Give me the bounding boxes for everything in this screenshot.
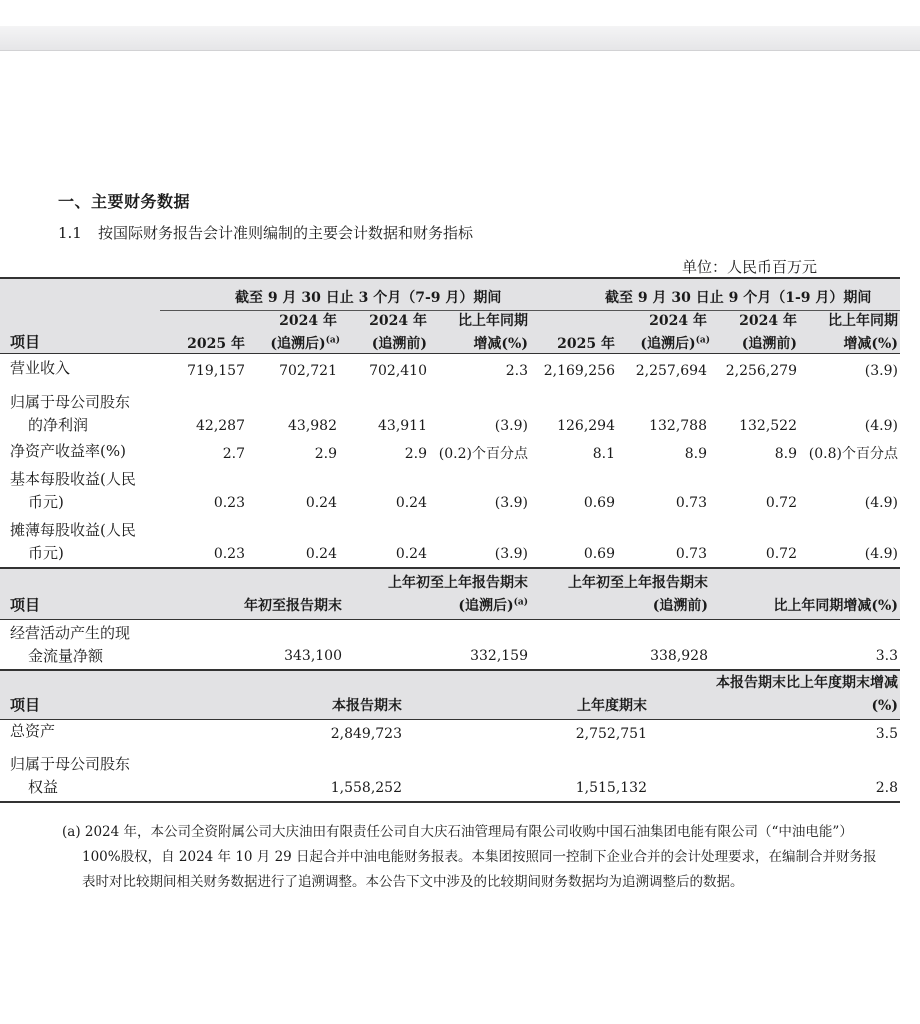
table2-item-header: 项目 (10, 596, 41, 614)
table-cell: 1,515,132 (575, 780, 647, 796)
table-cell: 2,256,279 (725, 363, 797, 379)
table-cell: 8.1 (592, 446, 615, 462)
table1-header-rule (0, 353, 900, 354)
table-row-label: 净资产收益率(%) (10, 442, 126, 460)
table1-item-header: 项目 (10, 333, 41, 351)
t1-h-restated-q3: (追溯后)$^{(a)}$ (270, 335, 340, 352)
t2-h-col4: 比上年同期增减(%) (773, 598, 898, 614)
table-cell: 2.9 (404, 446, 427, 462)
t1-h-2024r-9m: 2024 年 (649, 313, 707, 329)
table-cell: 3.5 (875, 726, 898, 742)
table-cell: 2,169,256 (543, 363, 615, 379)
table-row-label: 摊薄每股收益(人民 (10, 521, 136, 539)
table-cell: 132,522 (739, 418, 797, 434)
table-row-label: 金流量净额 (28, 647, 104, 665)
table-cell: (4.9) (864, 495, 898, 511)
subsection-title: 按国际财务报告会计准则编制的主要会计数据和财务指标 (98, 224, 474, 242)
table-row-label: 经营活动产生的现 (10, 624, 131, 642)
table-cell: 719,157 (187, 363, 245, 379)
table-cell: 702,721 (279, 363, 337, 379)
table-cell: 43,982 (288, 418, 337, 434)
table-row-label: 基本每股收益(人民 (10, 470, 136, 488)
table-cell: 126,294 (557, 418, 615, 434)
table-cell: (3.9) (864, 363, 898, 379)
t2-h-col1: 年初至报告期末 (244, 598, 342, 614)
table-cell: 0.72 (765, 495, 797, 511)
table-cell: (3.9) (494, 418, 528, 434)
t1-h-before-q3: (追溯前) (371, 336, 427, 352)
browser-toolbar (0, 26, 920, 51)
table-row-label: 归属于母公司股东 (10, 393, 131, 411)
table-cell: (4.9) (864, 546, 898, 562)
table-row-label: 币元) (28, 544, 64, 562)
t1-h-before-9m: (追溯前) (741, 336, 797, 352)
table-cell: (3.9) (494, 495, 528, 511)
table-row-label: 归属于母公司股东 (10, 755, 131, 773)
table-cell: 0.23 (213, 546, 245, 562)
table-cell: 2.9 (314, 446, 337, 462)
footnote: (a) 2024 年，本公司全资附属公司大庆油田有限责任公司自大庆石油管理局有限公司收购中国石油集团电能有限公司（“中油电能”）100%股权，自 2024 年 10 月 29 日起合并中油电能财务报表。本集团按照同一控制下企业合并的会计处理要求，在编制合并财务报表时对比较期间相关财务数据进行了追溯调整。本公告下文中涉及的比较期间财务数据均为追溯调整后的数据。 (62, 824, 877, 890)
table2-header-rule (0, 619, 900, 620)
table-cell: 2.3 (505, 363, 528, 379)
subsection-heading (58, 222, 473, 243)
table-cell: (3.9) (494, 546, 528, 562)
table-cell: 2,257,694 (635, 363, 707, 379)
table-cell: 0.24 (395, 495, 427, 511)
table-cell: 0.24 (305, 546, 337, 562)
t2-h-col3b: (追溯前) (652, 598, 708, 614)
table-cell: 42,287 (196, 418, 245, 434)
unit-label: 单位：人民币百万元 (682, 258, 818, 276)
table-cell: 2,849,723 (330, 726, 402, 742)
table-cell: 0.69 (583, 495, 615, 511)
section-title: 一、主要财务数据 (58, 192, 191, 211)
table-row-label: 的净利润 (28, 416, 89, 434)
table-cell: 132,788 (649, 418, 707, 434)
t1-h-yoy2-q3: 增减(%) (473, 336, 528, 352)
t3-h-col3a: 本报告期末比上年度期末增减 (716, 675, 898, 691)
group-header-q3: 截至 9 月 30 日止 3 个月（7-9 月）期间 (235, 290, 502, 306)
t2-h-col3a: 上年初至上年报告期末 (568, 575, 708, 591)
t1-h-yoy1-9m: 比上年同期 (828, 313, 898, 329)
table1-top-rule (0, 277, 900, 279)
table-cell: 8.9 (774, 446, 797, 462)
table3-top-rule (0, 669, 900, 671)
table-cell: 43,911 (378, 418, 427, 434)
table-cell: 0.69 (583, 546, 615, 562)
table-cell: 343,100 (284, 648, 342, 664)
table-cell: (0.8)个百分点 (808, 446, 898, 462)
table-cell: 702,410 (369, 363, 427, 379)
table-cell: 0.23 (213, 495, 245, 511)
table-cell: 338,928 (650, 648, 708, 664)
table-cell: 2.8 (875, 780, 898, 796)
t1-h-2025-9m: 2025 年 (557, 336, 615, 352)
t2-h-col2b: (追溯后)$^{(a)}$ (458, 597, 528, 614)
t1-h-2025-q3: 2025 年 (187, 336, 245, 352)
group-header-9m: 截至 9 月 30 日止 9 个月（1-9 月）期间 (605, 290, 872, 306)
table3-bottom-rule (0, 801, 900, 803)
table-row-label: 币元) (28, 493, 64, 511)
table-cell: 3.3 (875, 648, 898, 664)
t3-h-col1: 本报告期末 (332, 698, 402, 714)
table-cell: 2,752,751 (575, 726, 647, 742)
table-cell: 0.24 (395, 546, 427, 562)
table-row-label: 总资产 (10, 722, 56, 740)
table-cell: 0.73 (675, 546, 707, 562)
table-cell: 2.7 (222, 446, 245, 462)
t2-h-col2a: 上年初至上年报告期末 (388, 575, 528, 591)
table-cell: 0.72 (765, 546, 797, 562)
table-cell: 0.73 (675, 495, 707, 511)
table2-top-rule (0, 567, 900, 569)
t1-h-2024b-9m: 2024 年 (739, 313, 797, 329)
t3-h-col3b: (%) (871, 698, 898, 714)
table-cell: 332,159 (470, 648, 528, 664)
subsection-number: 1.1 (58, 224, 82, 242)
table-cell: 1,558,252 (330, 780, 402, 796)
t3-h-col2: 上年度期末 (577, 698, 647, 714)
table-row-label: 营业收入 (10, 359, 71, 377)
table-cell: (0.2)个百分点 (438, 446, 528, 462)
t1-h-2024r-q3: 2024 年 (279, 313, 337, 329)
t1-h-2024b-q3: 2024 年 (369, 313, 427, 329)
table-cell: 8.9 (684, 446, 707, 462)
t1-h-yoy1-q3: 比上年同期 (458, 313, 528, 329)
table-cell: (4.9) (864, 418, 898, 434)
table-cell: 0.24 (305, 495, 337, 511)
table3-item-header: 项目 (10, 696, 41, 714)
t1-h-yoy2-9m: 增减(%) (843, 336, 898, 352)
table-row-label: 权益 (28, 778, 59, 796)
t1-h-restated-9m: (追溯后)$^{(a)}$ (640, 335, 710, 352)
table1-group-rule (160, 310, 900, 311)
table3-header-rule (0, 719, 900, 720)
